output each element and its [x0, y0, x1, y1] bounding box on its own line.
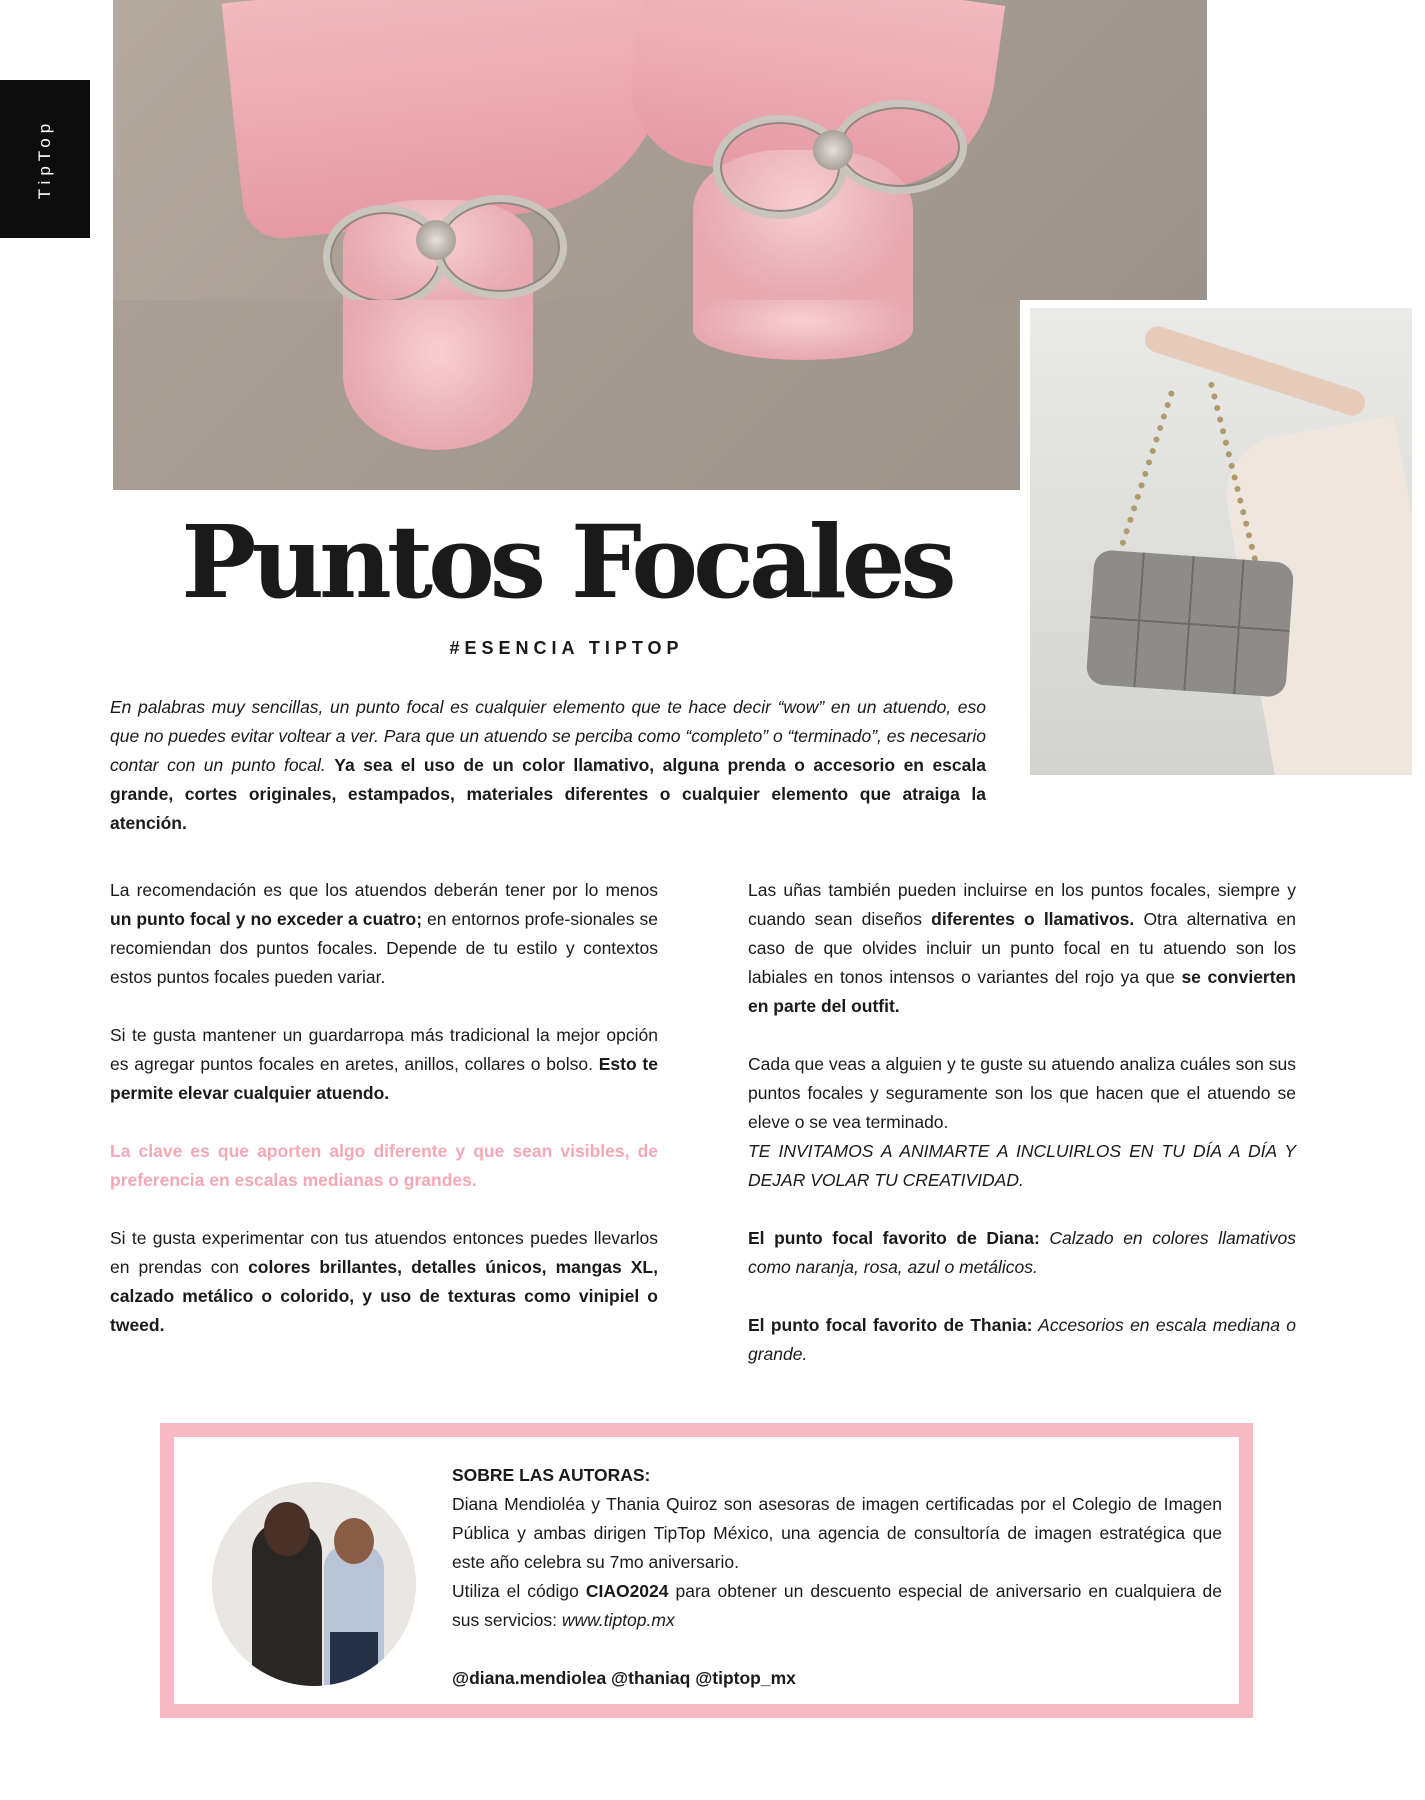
text-bold: Esto te permite elevar cualquier atuendo. [110, 1054, 658, 1103]
authors-photo [212, 1482, 416, 1686]
text: en entornos profe-sionales se recomiendan dos puntos focales. Depende de tu estilo y contextos estos puntos focales pueden variar. [110, 909, 658, 987]
text: para obtener un descuento especial de aniversario en cualquiera de sus servicios: [452, 1581, 1223, 1630]
page-subtitle: #ESENCIA TIPTOP [449, 638, 684, 658]
text: Las uñas también pueden incluirse en los puntos focales, siempre y cuando sean diseños [748, 880, 1296, 929]
left-paragraph-4 [110, 1224, 658, 1340]
diana-text: Calzado en colores llamativos como naranja, rosa, azul o metálicos. [748, 1228, 1296, 1277]
right-paragraph-2 [748, 1050, 1296, 1195]
left-paragraph-1 [110, 876, 658, 992]
right-column [748, 876, 1296, 1398]
side-tab [0, 80, 90, 238]
thania-favorite [748, 1311, 1296, 1369]
text: Si te gusta mantener un guardarropa más tradicional la mejor opción es agregar puntos focales en aretes, anillos, collares o bolso. [110, 1025, 658, 1074]
text-bold: colores brillantes, detalles únicos, mangas XL, calzado metálico o colorido, y uso de texturas como vinipiel o tweed. [110, 1257, 658, 1335]
intro-italic: En palabras muy sencillas, un punto focal es cualquier elemento que te hace decir “wow” en un atuendo, eso que no puedes evitar voltear a ver. Para que un atuendo se perciba como “completo” o “terminado”, es necesario contar con un punto focal. [110, 697, 986, 775]
page-title: Puntos Focales [181, 503, 952, 621]
intro-paragraph [110, 693, 986, 838]
hero-photo-shoes [113, 0, 1207, 300]
bag-illustration [1086, 549, 1295, 698]
social-handles: @diana.mendiolea @thaniaq @tiptop_mx [452, 1668, 796, 1688]
left-highlight: La clave es que aporten algo diferente y que sean visibles, de preferencia en escalas medianas o grandes. [110, 1141, 658, 1190]
authors-heading: SOBRE LAS AUTORAS: [452, 1465, 651, 1485]
right-paragraph-1 [748, 876, 1296, 1021]
text: Otra alternativa en caso de que olvides incluir un punto focal en tu atuendo son los labiales en tonos intensos o variantes del rojo ya que [748, 909, 1296, 987]
intro-bold: Ya sea el uso de un color llamativo, alguna prenda o accesorio en escala grande, cortes originales, estampados, materiales diferentes o cualquier elemento que atraiga la atención. [110, 755, 986, 833]
call-to-action: TE INVITAMOS A ANIMARTE A INCLUIRLOS EN TU DÍA A DÍA Y DEJAR VOLAR TU CREATIVIDAD. [748, 1141, 1296, 1190]
authors-box [160, 1423, 1253, 1718]
website-link[interactable]: www.tiptop.mx [561, 1610, 675, 1630]
text-bold: un punto focal y no exceder a cuatro; [110, 909, 423, 929]
text: Utiliza el código [452, 1581, 586, 1601]
authors-bio: Diana Mendioléa y Thania Quiroz son asesoras de imagen certificadas por el Colegio de Imagen Pública y ambas dirigen TipTop México, una agencia de consultoría de imagen estratégica que este año celebra su 7mo aniversario. [452, 1494, 1222, 1572]
text: Cada que veas a alguien y te guste su atuendo analiza cuáles son sus puntos focales y seguramente son los que hacen que el atuendo se eleve o se vea terminado. [748, 1054, 1296, 1132]
text: La recomendación es que los atuendos deberán tener por lo menos [110, 880, 658, 900]
text: Si te gusta experimentar con tus atuendos entonces puedes llevarlos en prendas con [110, 1228, 658, 1277]
bag-photo [1030, 308, 1412, 775]
diana-favorite [748, 1224, 1296, 1282]
left-paragraph-2 [110, 1021, 658, 1108]
text-bold: diferentes o llamativos. [931, 909, 1135, 929]
thania-label: El punto focal favorito de Thania: [748, 1315, 1033, 1335]
diana-label: El punto focal favorito de Diana: [748, 1228, 1040, 1248]
promo-code: CIAO2024 [585, 1581, 669, 1601]
left-column [110, 876, 658, 1369]
authors-text [452, 1461, 1222, 1693]
authors-promo [452, 1577, 1222, 1635]
hero-photo-shoes-lower [113, 300, 1020, 490]
text-bold: se convierten en parte del outfit. [748, 967, 1296, 1016]
side-tab-label: TipTop [35, 118, 54, 200]
thania-text: Accesorios en escala mediana o grande. [748, 1315, 1296, 1364]
